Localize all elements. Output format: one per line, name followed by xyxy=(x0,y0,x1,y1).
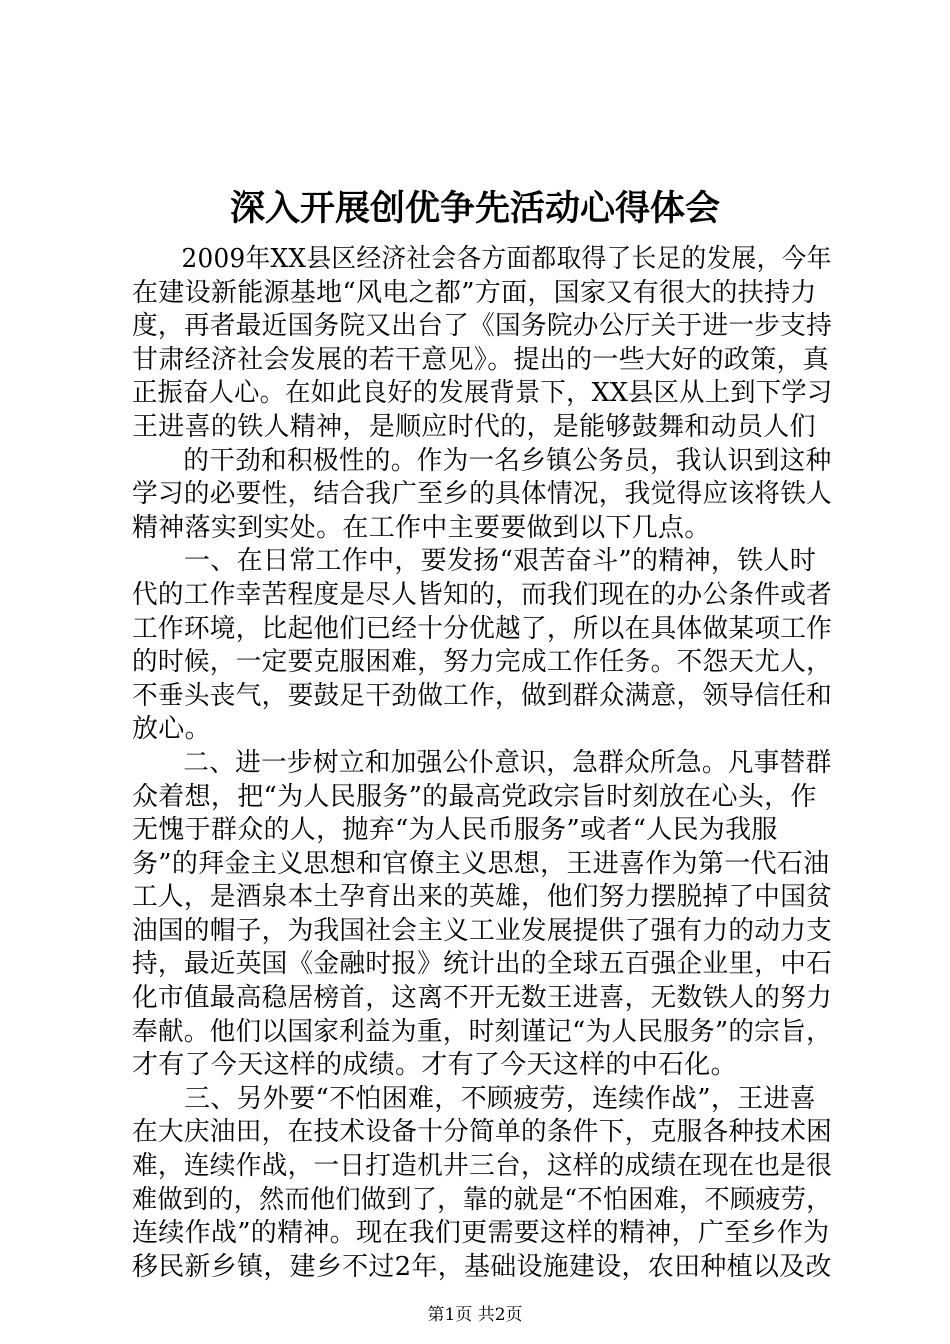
text-line: 二、进一步树立和加强公仆意识，急群众所急。凡事替群 xyxy=(183,747,832,778)
text-line: 才有了今天这样的成绩。才有了今天这样的中石化。 xyxy=(132,1050,737,1081)
text-line: 甘肃经济社会发展的若干意见》。提出的一些大好的政策，真 xyxy=(132,344,830,375)
text-line: 油国的帽子，为我国社会主义工业发展提供了强有力的动力支 xyxy=(132,915,833,946)
text-line: 2009年XX县区经济社会各方面都取得了长足的发展，今年 xyxy=(181,244,832,274)
text-line: 放心。 xyxy=(132,714,211,745)
document-title: 深入开展创优争先活动心得体会 xyxy=(229,188,720,229)
text-line: 学习的必要性，结合我广至乡的具体情况，我觉得应该将铁人 xyxy=(132,479,833,510)
text-line: 王进喜的铁人精神，是顺应时代的，是能够鼓舞和动员人们 xyxy=(132,411,816,442)
text-line: 难，连续作战，一日打造机井三台，这样的成绩在现在也是很 xyxy=(132,1151,833,1182)
text-line: 移民新乡镇，建乡不过2年，基础设施建设，农田种植以及改 xyxy=(132,1251,832,1282)
text-line: 奉献。他们以国家利益为重，时刻谨记“为人民服务”的宗旨， xyxy=(132,1016,832,1047)
text-line: 的干劲和积极性的。作为一名乡镇公务员，我认识到这种 xyxy=(183,445,832,476)
text-line: 众着想，把“为人民服务”的最高党政宗旨时刻放在心头，作 xyxy=(132,781,817,812)
page-number: 第1页 共2页 xyxy=(427,1305,523,1325)
text-line: 化市值最高稳居榜首，这离不开无数王进喜，无数铁人的努力 xyxy=(132,983,833,1014)
text-line: 工人，是酒泉本土孕育出来的英雄，他们努力摆脱掉了中国贫 xyxy=(132,882,833,913)
text-line: 一、在日常工作中，要发扬“艰苦奋斗”的精神，铁人时 xyxy=(184,546,817,577)
text-line: 无愧于群众的人，抛弃“为人民币服务”或者“人民为我服 xyxy=(132,815,778,846)
text-line: 连续作战”的精神。现在我们更需要这样的精神，广至乡作为 xyxy=(132,1218,830,1249)
text-line: 代的工作幸苦程度是尽人皆知的，而我们现在的办公条件或者 xyxy=(132,579,833,610)
text-line: 不垂头丧气，要鼓足干劲做工作，做到群众满意，领导信任和 xyxy=(132,680,833,711)
text-line: 难做到的，然而他们做到了，靠的就是“不怕困难，不顾疲劳， xyxy=(132,1184,832,1215)
text-line: 务”的拜金主义思想和官僚主义思想，王进喜作为第一代石油 xyxy=(132,848,830,879)
text-line: 在建设新能源基地“风电之都”方面，国家又有很大的扶持力 xyxy=(132,277,817,308)
text-line: 的时候，一定要克服困难，努力完成工作任务。不怨天尤人， xyxy=(132,647,833,678)
text-line: 在大庆油田，在技术设备十分简单的条件下，克服各种技术困 xyxy=(132,1117,833,1148)
text-line: 工作环境，比起他们已经十分优越了，所以在具体做某项工作 xyxy=(132,613,833,644)
text-line: 三、另外要“不怕困难，不顾疲劳，连续作战”，王进喜 xyxy=(184,1083,817,1114)
text-line: 度，再者最近国务院又出台了《国务院办公厅关于进一步支持 xyxy=(132,311,833,342)
text-line: 精神落实到实处。在工作中主要要做到以下几点。 xyxy=(132,512,711,543)
text-line: 正振奋人心。在如此良好的发展背景下，XX县区从上到下学习 xyxy=(132,378,833,409)
text-line: 持，最近英国《金融时报》统计出的全球五百强企业里，中石 xyxy=(132,949,833,980)
document-body xyxy=(132,243,832,1284)
